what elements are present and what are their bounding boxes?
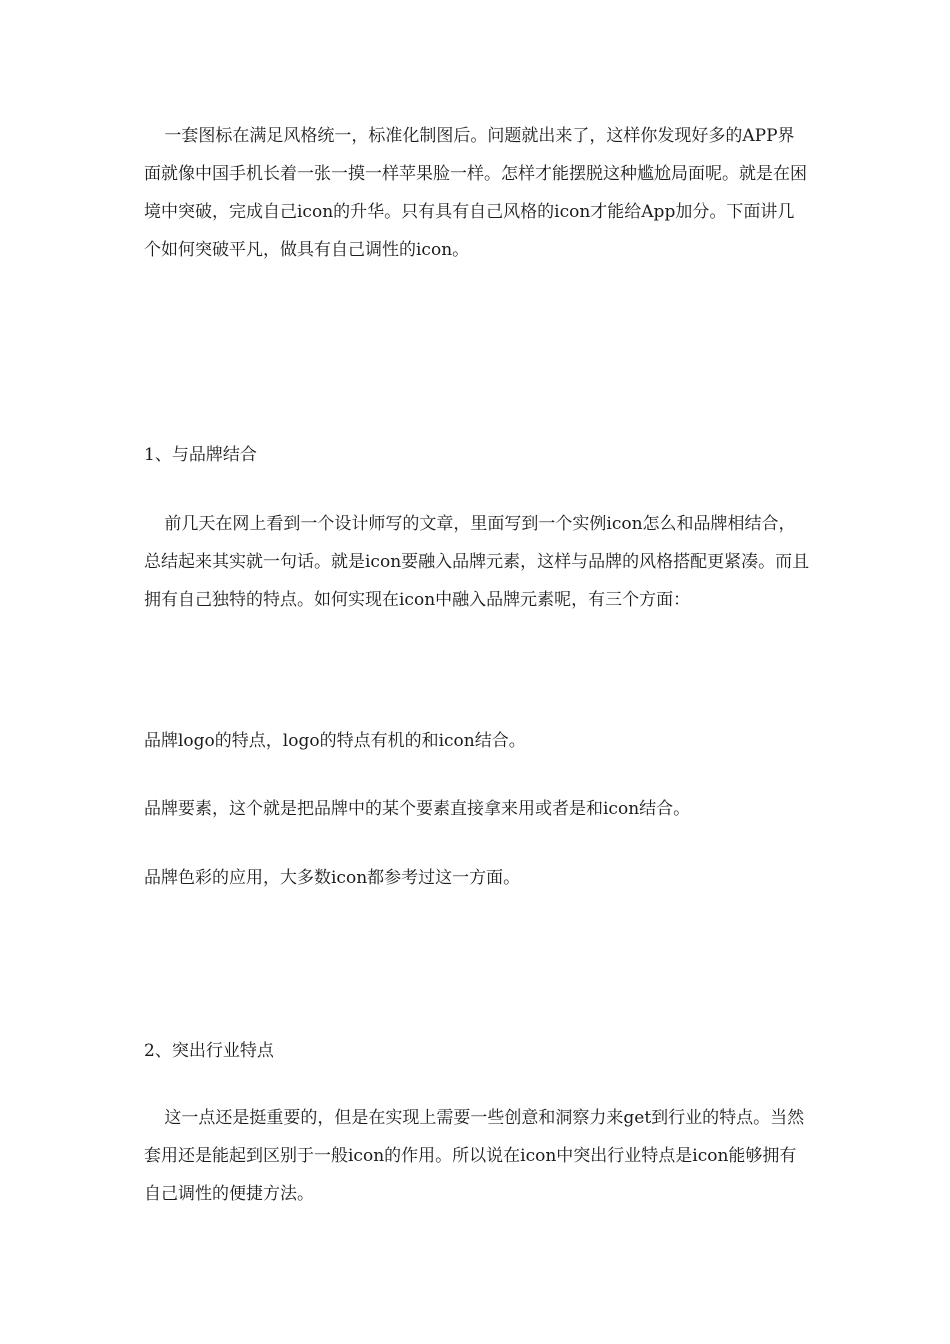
section-paragraph-industry: 这一点还是挺重要的，但是在实现上需要一些创意和洞察力来get到行业的特点。当然套用还是能起到区别于一般icon的作用。所以说在icon中突出行业特点是icon能够拥有自己调性的便捷方法。 — [144, 1108, 805, 1204]
section-heading-brand: 1、与品牌结合 — [144, 445, 257, 465]
list-item: 品牌色彩的应用，大多数icon都参考过这一方面。 — [144, 868, 521, 888]
list-item: 品牌logo的特点，logo的特点有机的和icon结合。 — [144, 731, 526, 751]
intro-paragraph: 一套图标在满足风格统一，标准化制图后。问题就出来了，这样你发现好多的APP界面就像中国手机长着一张一摸一样苹果脸一样。怎样才能摆脱这种尴尬局面呢。就是在困境中突破，完成自己icon的升华。只有具有自己风格的icon才能给App加分。下面讲几个如何突破平凡，做具有自己调性的icon。 — [144, 126, 807, 260]
section-paragraph-brand: 前几天在网上看到一个设计师写的文章，里面写到一个实例icon怎么和品牌相结合，总结起来其实就一句话。就是icon要融入品牌元素，这样与品牌的风格搭配更紧凑。而且拥有自己独特的特点。如何实现在icon中融入品牌元素呢，有三个方面： — [144, 514, 810, 610]
list-item: 品牌要素，这个就是把品牌中的某个要素直接拿来用或者是和icon结合。 — [144, 799, 691, 819]
section-heading-industry: 2、突出行业特点 — [144, 1041, 274, 1061]
